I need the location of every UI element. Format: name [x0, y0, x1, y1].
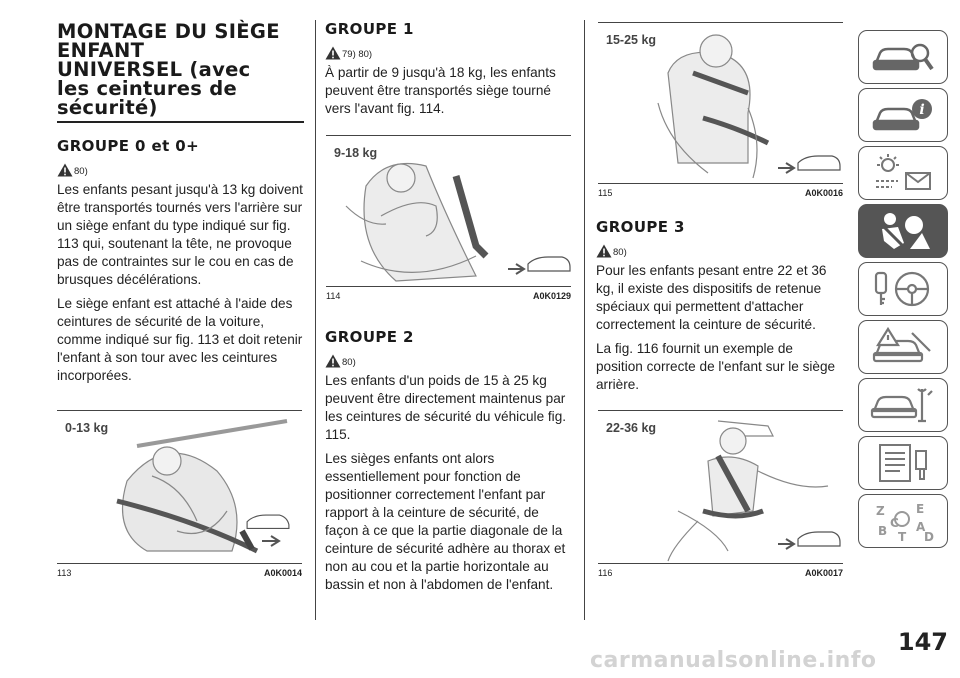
section-title-line: UNIVERSEL (avec: [57, 58, 251, 81]
older-child-seatbelt-illustration: [598, 411, 843, 563]
infant-seat-illustration: [57, 411, 302, 563]
index-letter: C: [890, 516, 899, 530]
heading-groupe-1: GROUPE 1: [325, 20, 414, 38]
paragraph: À partir de 9 jusqu'à 18 kg, les enfants peuvent être transportés siège tourné vers l'avant fig. 114.: [325, 65, 556, 116]
section-title-line: sécurité): [57, 96, 158, 119]
car-search-icon: [870, 37, 936, 77]
car-info-icon: [870, 95, 936, 135]
index-letter: T: [898, 530, 907, 543]
paragraph: Le siège enfant est attaché à l'aide des ceintures de sécurité de la voiture, comme indiqué sur fig. 113 et doit retenir l'enfant à son tour avec les ceintures incorporées.: [57, 296, 303, 383]
column-3: [596, 218, 843, 400]
key-steering-wheel-icon: [870, 267, 936, 311]
figure-code: A0K0014: [263, 568, 302, 578]
car-warning-icon: [870, 325, 936, 369]
figure-number: 114: [326, 291, 341, 301]
note-ref: 79) 80): [342, 49, 373, 60]
warning-triangle-icon: [57, 163, 73, 177]
tab-car-search[interactable]: [858, 30, 948, 84]
index-letter: A: [916, 520, 926, 534]
note-ref: 80): [342, 357, 356, 368]
warning-reference: [596, 240, 843, 258]
column-divider: [315, 20, 316, 620]
section-title-line: MONTAGE DU SIÈGE: [57, 20, 280, 43]
figure-weight-label: 0-13 kg: [65, 421, 109, 435]
column-2-lower: [325, 328, 572, 600]
tab-car-warning[interactable]: [858, 320, 948, 374]
section-title-line: ENFANT: [57, 39, 145, 62]
warning-reference: [57, 159, 304, 177]
heading-groupe-3: GROUPE 3: [596, 218, 685, 236]
warning-triangle-icon: [325, 46, 341, 60]
paragraph: Pour les enfants pesant entre 22 et 36 kg, il existe des dispositifs de retenue spéciaux qui permettent d'attacher correctement la ceinture de sécurité.: [596, 263, 827, 332]
tab-dashboard-lights[interactable]: [858, 146, 948, 200]
heading-groupe-2: GROUPE 2: [325, 328, 414, 346]
warning-reference: [325, 42, 572, 60]
section-title: [57, 22, 304, 117]
figure-weight-label: 9-18 kg: [334, 146, 378, 160]
paragraph: Les enfants pesant jusqu'à 13 kg doivent être transportés tournés vers l'arrière sur un siège enfant du type indiqué sur fig. 113 qui, soutenant la tête, ne provoque pas de contraintes sur le cou en cas de brusques décélérations.: [57, 182, 303, 287]
figure-number: 115: [598, 188, 613, 198]
warning-reference: [325, 350, 572, 368]
index-alphabet-icon: [870, 499, 936, 543]
watermark: carmanualsonline.info: [590, 648, 877, 673]
column-1: [57, 0, 304, 391]
figure-number: 116: [598, 568, 613, 578]
paragraph: Les sièges enfants ont alors essentiellement pour fonction de positionner correctement l'enfant par rapport à la ceinture de sécurité, de façon à ce que la partie diagonale de la ceinture de sécurité adhère au thorax et non au cou et la partie horizontale au bassin et non à l'abdomen de l'enfant.: [325, 451, 566, 592]
child-seat-illustration: [326, 136, 571, 286]
tab-key-steering[interactable]: [858, 262, 948, 316]
heading-groupe-0: GROUPE 0 et 0+: [57, 137, 200, 155]
column-divider: [584, 20, 585, 620]
seatbelt-airbag-icon: [870, 209, 936, 253]
tab-specs-list[interactable]: [858, 436, 948, 490]
warning-triangle-icon: [596, 244, 612, 258]
figure-weight-label: 22-36 kg: [606, 421, 657, 435]
svg-text:i: i: [919, 102, 925, 118]
tab-seatbelt-airbag[interactable]: [858, 204, 948, 258]
index-letter: B: [878, 524, 888, 538]
note-ref: 80): [74, 166, 88, 177]
column-2: [325, 0, 572, 124]
figure-116: [598, 410, 843, 578]
warning-triangle-icon: [325, 354, 341, 368]
tab-car-service[interactable]: [858, 378, 948, 432]
section-title-line: les ceintures de: [57, 77, 238, 100]
index-letter: D: [924, 530, 934, 543]
figure-number: 113: [57, 568, 72, 578]
figure-code: A0K0016: [804, 188, 843, 198]
car-service-icon: [870, 383, 936, 427]
tab-car-info[interactable]: [858, 88, 948, 142]
figure-115: [598, 22, 843, 198]
figure-114: [326, 135, 571, 301]
index-letter: Z: [876, 504, 885, 518]
specs-list-icon: [870, 441, 936, 485]
note-ref: 80): [613, 247, 627, 258]
index-letter: E: [916, 502, 925, 516]
dashboard-lights-icon: [870, 151, 936, 195]
paragraph: La fig. 116 fournit un exemple de position correcte de l'enfant sur le siège arrière.: [596, 341, 836, 392]
figure-code: A0K0129: [532, 291, 571, 301]
figure-weight-label: 15-25 kg: [606, 33, 657, 47]
page-number: 147: [897, 628, 948, 656]
figure-113: [57, 410, 302, 578]
figure-code: A0K0017: [804, 568, 843, 578]
booster-seat-illustration: [598, 23, 843, 183]
tab-alphabetical-index[interactable]: [858, 494, 948, 548]
paragraph: Les enfants d'un poids de 15 à 25 kg peuvent être directement maintenus par les ceintures de sécurité du véhicule fig. 115.: [325, 373, 567, 442]
